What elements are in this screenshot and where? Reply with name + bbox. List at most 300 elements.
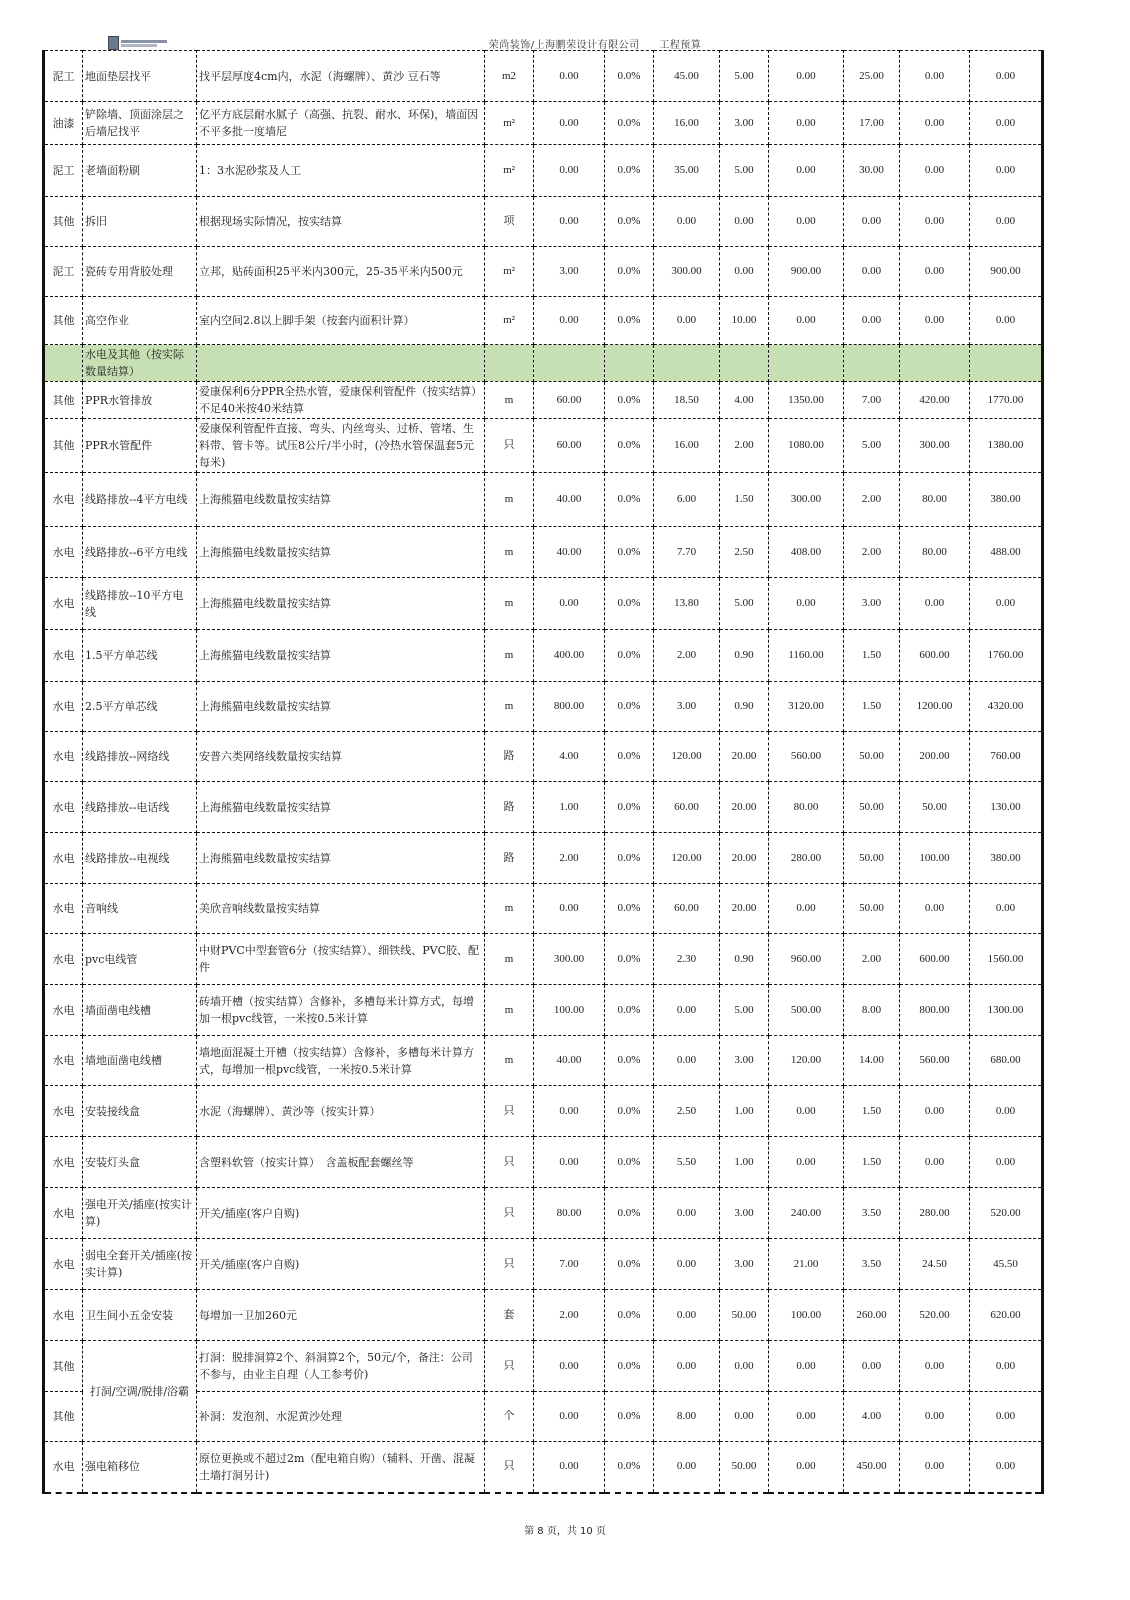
- labor-total-cell: 0.00: [900, 1341, 970, 1392]
- labor-price-cell: 3.50: [844, 1188, 900, 1239]
- material-price-cell: 7.70: [654, 527, 720, 578]
- labor-total-cell: 200.00: [900, 732, 970, 782]
- material-total-cell: 1160.00: [769, 630, 844, 682]
- labor-price-cell: [844, 345, 900, 382]
- loss-rate-cell: 0.0%: [605, 527, 654, 578]
- quantity-cell: 100.00: [534, 985, 605, 1036]
- material-price-cell: 120.00: [654, 833, 720, 884]
- quantity-cell: 4.00: [534, 732, 605, 782]
- item-name-cell: PPR水管配件: [83, 419, 197, 473]
- material-price-cell: 120.00: [654, 732, 720, 782]
- unit-cell: 套: [485, 1290, 534, 1341]
- total-cell: 1770.00: [970, 382, 1043, 419]
- quantity-cell: 7.00: [534, 1239, 605, 1290]
- material-total-cell: 3120.00: [769, 682, 844, 732]
- unit-cell: m²: [485, 247, 534, 297]
- material-total-cell: 900.00: [769, 247, 844, 297]
- table-row: [44, 682, 1043, 732]
- labor-price-cell: 1.50: [844, 1086, 900, 1137]
- description-cell: 亿平方底层耐水腻子（高强、抗裂、耐水、环保)，墙面因不平多批一度墙尼: [197, 102, 485, 145]
- table-row: [44, 1086, 1043, 1137]
- material-price-cell: 0.00: [654, 1341, 720, 1392]
- material-price-cell: 2.00: [654, 630, 720, 682]
- loss-rate-cell: 0.0%: [605, 197, 654, 247]
- unit-cell: m: [485, 473, 534, 527]
- quantity-cell: 0.00: [534, 297, 605, 345]
- category-cell: 水电: [44, 1239, 83, 1290]
- unit-cell: m²: [485, 145, 534, 197]
- material-total-cell: 0.00: [769, 1086, 844, 1137]
- labor-price-cell: 4.00: [844, 1392, 900, 1442]
- quantity-cell: 800.00: [534, 682, 605, 732]
- unit-cell: 只: [485, 1239, 534, 1290]
- material-total-cell: 960.00: [769, 934, 844, 985]
- total-cell: 1760.00: [970, 630, 1043, 682]
- material-price-cell: 300.00: [654, 247, 720, 297]
- item-name-cell: 线路排放--10平方电线: [83, 578, 197, 630]
- category-cell: 水电: [44, 1188, 83, 1239]
- loss-rate-cell: 0.0%: [605, 985, 654, 1036]
- quantity-cell: 400.00: [534, 630, 605, 682]
- material-price-cell: 2.50: [654, 1086, 720, 1137]
- quantity-cell: 0.00: [534, 578, 605, 630]
- auxiliary-price-cell: 5.00: [720, 145, 769, 197]
- material-total-cell: 1350.00: [769, 382, 844, 419]
- table-row: [44, 382, 1043, 419]
- description-cell: 上海熊猫电线数量按实结算: [197, 682, 485, 732]
- material-price-cell: 18.50: [654, 382, 720, 419]
- material-price-cell: 0.00: [654, 1188, 720, 1239]
- description-cell: 根据现场实际情况，按实结算: [197, 197, 485, 247]
- material-total-cell: 0.00: [769, 1392, 844, 1442]
- quantity-cell: 0.00: [534, 1341, 605, 1392]
- labor-price-cell: 14.00: [844, 1036, 900, 1086]
- material-total-cell: 280.00: [769, 833, 844, 884]
- material-price-cell: 0.00: [654, 1290, 720, 1341]
- material-total-cell: 560.00: [769, 732, 844, 782]
- item-name-cell: 打洞/空调/脱排/浴霸: [83, 1341, 197, 1442]
- material-total-cell: 0.00: [769, 884, 844, 934]
- total-cell: 380.00: [970, 473, 1043, 527]
- table-row: [44, 782, 1043, 833]
- category-cell: 水电: [44, 934, 83, 985]
- labor-price-cell: 50.00: [844, 833, 900, 884]
- material-total-cell: 500.00: [769, 985, 844, 1036]
- unit-cell: m2: [485, 51, 534, 102]
- total-cell: 0.00: [970, 51, 1043, 102]
- material-total-cell: 0.00: [769, 145, 844, 197]
- total-cell: 1560.00: [970, 934, 1043, 985]
- quantity-cell: 0.00: [534, 197, 605, 247]
- loss-rate-cell: 0.0%: [605, 884, 654, 934]
- material-price-cell: 5.50: [654, 1137, 720, 1188]
- description-cell: 上海熊猫电线数量按实结算: [197, 527, 485, 578]
- unit-cell: m: [485, 382, 534, 419]
- labor-price-cell: 30.00: [844, 145, 900, 197]
- auxiliary-price-cell: 0.00: [720, 247, 769, 297]
- material-total-cell: 0.00: [769, 1442, 844, 1493]
- description-cell: 爱康保利6分PPR全热水管，爱康保利管配件（按实结算）不足40米按40米结算: [197, 382, 485, 419]
- item-name-cell: 安装灯头盒: [83, 1137, 197, 1188]
- description-cell: 找平层厚度4cm内，水泥（海螺牌）、黄沙 豆石等: [197, 51, 485, 102]
- category-cell: 水电: [44, 1137, 83, 1188]
- quantity-cell: 0.00: [534, 1086, 605, 1137]
- auxiliary-price-cell: 20.00: [720, 884, 769, 934]
- auxiliary-price-cell: 0.90: [720, 682, 769, 732]
- description-cell: 开关/插座(客户自购): [197, 1188, 485, 1239]
- total-cell: 45.50: [970, 1239, 1043, 1290]
- table-row: [44, 1137, 1043, 1188]
- material-total-cell: 0.00: [769, 102, 844, 145]
- description-cell: 含塑料软管（按实计算） 含盖板配套螺丝等: [197, 1137, 485, 1188]
- labor-total-cell: 0.00: [900, 297, 970, 345]
- quantity-cell: 2.00: [534, 833, 605, 884]
- labor-total-cell: 0.00: [900, 884, 970, 934]
- table-row: [44, 473, 1043, 527]
- labor-total-cell: 0.00: [900, 1137, 970, 1188]
- auxiliary-price-cell: 1.00: [720, 1086, 769, 1137]
- total-cell: 620.00: [970, 1290, 1043, 1341]
- unit-cell: 项: [485, 197, 534, 247]
- labor-total-cell: 0.00: [900, 197, 970, 247]
- auxiliary-price-cell: 2.00: [720, 419, 769, 473]
- labor-total-cell: 560.00: [900, 1036, 970, 1086]
- material-total-cell: 0.00: [769, 1341, 844, 1392]
- category-cell: 其他: [44, 197, 83, 247]
- item-name-cell: 2.5平方单芯线: [83, 682, 197, 732]
- description-cell: 室内空间2.8以上脚手架（按套内面积计算）: [197, 297, 485, 345]
- category-cell: 其他: [44, 419, 83, 473]
- total-cell: 0.00: [970, 1392, 1043, 1442]
- labor-total-cell: 600.00: [900, 630, 970, 682]
- table-row: [44, 419, 1043, 473]
- description-cell: [197, 345, 485, 382]
- material-price-cell: 60.00: [654, 782, 720, 833]
- loss-rate-cell: 0.0%: [605, 578, 654, 630]
- table-row: [44, 527, 1043, 578]
- quantity-cell: 0.00: [534, 1137, 605, 1188]
- total-cell: 900.00: [970, 247, 1043, 297]
- category-cell: 水电: [44, 732, 83, 782]
- description-cell: 砖墙开槽（按实结算）含修补，多槽每米计算方式，每增加一根pvc线管，一米按0.5米计算: [197, 985, 485, 1036]
- labor-price-cell: 1.50: [844, 1137, 900, 1188]
- category-cell: 水电: [44, 985, 83, 1036]
- category-cell: 水电: [44, 473, 83, 527]
- item-name-cell: 强电开关/插座(按实计算): [83, 1188, 197, 1239]
- item-name-cell: 线路排放--4平方电线: [83, 473, 197, 527]
- item-name-cell: 墙面凿电线槽: [83, 985, 197, 1036]
- labor-price-cell: 450.00: [844, 1442, 900, 1493]
- category-cell: 泥工: [44, 145, 83, 197]
- description-cell: 安普六类网络线数量按实结算: [197, 732, 485, 782]
- labor-price-cell: 50.00: [844, 732, 900, 782]
- page-header: [0, 36, 1130, 51]
- category-cell: 水电: [44, 527, 83, 578]
- labor-total-cell: 100.00: [900, 833, 970, 884]
- description-cell: 上海熊猫电线数量按实结算: [197, 833, 485, 884]
- material-price-cell: 3.00: [654, 682, 720, 732]
- item-name-cell: 高空作业: [83, 297, 197, 345]
- description-cell: 上海熊猫电线数量按实结算: [197, 578, 485, 630]
- table-row: [44, 1036, 1043, 1086]
- total-cell: 0.00: [970, 145, 1043, 197]
- company-name: 荣尚装饰/上海鹏荣设计有限公司: [488, 40, 640, 51]
- labor-total-cell: 0.00: [900, 102, 970, 145]
- loss-rate-cell: 0.0%: [605, 1036, 654, 1086]
- auxiliary-price-cell: 1.50: [720, 473, 769, 527]
- labor-price-cell: 3.50: [844, 1239, 900, 1290]
- labor-price-cell: 0.00: [844, 297, 900, 345]
- loss-rate-cell: 0.0%: [605, 382, 654, 419]
- table-row: [44, 1341, 1043, 1392]
- description-cell: 打洞：脱排洞算2个、斜洞算2个，50元/个，备注：公司不参与，由业主自理（人工参考价): [197, 1341, 485, 1392]
- loss-rate-cell: 0.0%: [605, 102, 654, 145]
- labor-price-cell: 17.00: [844, 102, 900, 145]
- table-row: [44, 1188, 1043, 1239]
- unit-cell: m: [485, 630, 534, 682]
- table-row: [44, 934, 1043, 985]
- total-cell: 0.00: [970, 1137, 1043, 1188]
- labor-price-cell: 25.00: [844, 51, 900, 102]
- category-cell: 水电: [44, 1036, 83, 1086]
- loss-rate-cell: 0.0%: [605, 247, 654, 297]
- unit-cell: m: [485, 985, 534, 1036]
- total-cell: 0.00: [970, 578, 1043, 630]
- auxiliary-price-cell: 50.00: [720, 1290, 769, 1341]
- description-cell: 上海熊猫电线数量按实结算: [197, 782, 485, 833]
- labor-price-cell: 5.00: [844, 419, 900, 473]
- total-cell: 1380.00: [970, 419, 1043, 473]
- item-name-cell: 水电及其他（按实际数量结算）: [83, 345, 197, 382]
- category-cell: 其他: [44, 382, 83, 419]
- material-price-cell: 0.00: [654, 1239, 720, 1290]
- section-header-row: [44, 345, 1043, 382]
- unit-cell: 只: [485, 1442, 534, 1493]
- material-price-cell: 16.00: [654, 102, 720, 145]
- table-row: [44, 247, 1043, 297]
- quantity-cell: 40.00: [534, 473, 605, 527]
- category-cell: [44, 345, 83, 382]
- labor-price-cell: 7.00: [844, 382, 900, 419]
- loss-rate-cell: 0.0%: [605, 833, 654, 884]
- table-row: [44, 51, 1043, 102]
- unit-cell: 路: [485, 732, 534, 782]
- description-cell: 原位更换或不超过2m（配电箱自购）（辅料、开凿、混凝土墙打洞另计): [197, 1442, 485, 1493]
- material-total-cell: 0.00: [769, 297, 844, 345]
- category-cell: 水电: [44, 1442, 83, 1493]
- category-cell: 其他: [44, 1392, 83, 1442]
- labor-price-cell: 1.50: [844, 682, 900, 732]
- item-name-cell: 线路排放--电话线: [83, 782, 197, 833]
- material-price-cell: 2.30: [654, 934, 720, 985]
- material-total-cell: 120.00: [769, 1036, 844, 1086]
- description-cell: 中财PVC中型套管6分（按实结算）、细铁线、PVC胶、配件: [197, 934, 485, 985]
- loss-rate-cell: 0.0%: [605, 630, 654, 682]
- item-name-cell: 1.5平方单芯线: [83, 630, 197, 682]
- material-total-cell: [769, 345, 844, 382]
- quantity-cell: 80.00: [534, 1188, 605, 1239]
- labor-price-cell: 0.00: [844, 1341, 900, 1392]
- labor-total-cell: 520.00: [900, 1290, 970, 1341]
- total-cell: 0.00: [970, 1341, 1043, 1392]
- item-name-cell: 瓷砖专用背胶处理: [83, 247, 197, 297]
- table-row: [44, 197, 1043, 247]
- description-cell: 1：3水泥砂浆及人工: [197, 145, 485, 197]
- material-total-cell: 240.00: [769, 1188, 844, 1239]
- material-price-cell: 6.00: [654, 473, 720, 527]
- labor-total-cell: 420.00: [900, 382, 970, 419]
- loss-rate-cell: 0.0%: [605, 1239, 654, 1290]
- total-cell: 0.00: [970, 297, 1043, 345]
- quantity-cell: 40.00: [534, 527, 605, 578]
- auxiliary-price-cell: 20.00: [720, 833, 769, 884]
- quantity-cell: 0.00: [534, 51, 605, 102]
- description-cell: 墙地面混凝土开槽（按实结算）含修补，多槽每米计算方式，每增加一根pvc线管，一米按0.5米计算: [197, 1036, 485, 1086]
- total-cell: 0.00: [970, 197, 1043, 247]
- material-price-cell: 45.00: [654, 51, 720, 102]
- table-row: [44, 578, 1043, 630]
- loss-rate-cell: 0.0%: [605, 1341, 654, 1392]
- auxiliary-price-cell: 3.00: [720, 1239, 769, 1290]
- material-total-cell: 1080.00: [769, 419, 844, 473]
- unit-cell: 只: [485, 419, 534, 473]
- quantity-cell: 300.00: [534, 934, 605, 985]
- auxiliary-price-cell: 1.00: [720, 1137, 769, 1188]
- total-cell: 130.00: [970, 782, 1043, 833]
- auxiliary-price-cell: 2.50: [720, 527, 769, 578]
- item-name-cell: 老墙面粉刷: [83, 145, 197, 197]
- auxiliary-price-cell: 0.00: [720, 1341, 769, 1392]
- auxiliary-price-cell: 20.00: [720, 732, 769, 782]
- auxiliary-price-cell: 3.00: [720, 1036, 769, 1086]
- table-row: [44, 297, 1043, 345]
- total-cell: 520.00: [970, 1188, 1043, 1239]
- category-cell: 泥工: [44, 247, 83, 297]
- unit-cell: 只: [485, 1086, 534, 1137]
- table-row: [44, 1290, 1043, 1341]
- description-cell: 水泥（海螺牌）、黄沙等（按实计算）: [197, 1086, 485, 1137]
- quantity-cell: 0.00: [534, 884, 605, 934]
- material-price-cell: 0.00: [654, 1442, 720, 1493]
- table-row: [44, 884, 1043, 934]
- category-cell: 水电: [44, 682, 83, 732]
- total-cell: 0.00: [970, 1442, 1043, 1493]
- auxiliary-price-cell: 0.90: [720, 934, 769, 985]
- item-name-cell: 线路排放--网络线: [83, 732, 197, 782]
- item-name-cell: 强电箱移位: [83, 1442, 197, 1493]
- labor-total-cell: 0.00: [900, 1392, 970, 1442]
- description-cell: 立邦，贴砖面积25平米内300元，25-35平米内500元: [197, 247, 485, 297]
- table-row: [44, 1239, 1043, 1290]
- labor-total-cell: 0.00: [900, 1086, 970, 1137]
- category-cell: 水电: [44, 1290, 83, 1341]
- budget-table: [42, 50, 1044, 1494]
- unit-cell: m: [485, 578, 534, 630]
- budget-table-body: [44, 51, 1043, 1493]
- material-total-cell: 0.00: [769, 1137, 844, 1188]
- description-cell: 每增加一卫加260元: [197, 1290, 485, 1341]
- auxiliary-price-cell: [720, 345, 769, 382]
- category-cell: 水电: [44, 833, 83, 884]
- quantity-cell: 2.00: [534, 1290, 605, 1341]
- loss-rate-cell: 0.0%: [605, 1392, 654, 1442]
- loss-rate-cell: 0.0%: [605, 1442, 654, 1493]
- loss-rate-cell: 0.0%: [605, 1290, 654, 1341]
- category-cell: 水电: [44, 782, 83, 833]
- material-price-cell: 0.00: [654, 985, 720, 1036]
- total-cell: 0.00: [970, 1086, 1043, 1137]
- total-cell: 760.00: [970, 732, 1043, 782]
- labor-price-cell: 2.00: [844, 527, 900, 578]
- item-name-cell: 弱电全套开关/插座(按实计算): [83, 1239, 197, 1290]
- total-cell: 680.00: [970, 1036, 1043, 1086]
- category-cell: 其他: [44, 1341, 83, 1392]
- item-name-cell: 拆旧: [83, 197, 197, 247]
- total-cell: 1300.00: [970, 985, 1043, 1036]
- item-name-cell: 线路排放--6平方电线: [83, 527, 197, 578]
- unit-cell: 只: [485, 1341, 534, 1392]
- loss-rate-cell: [605, 345, 654, 382]
- labor-price-cell: 2.00: [844, 934, 900, 985]
- material-total-cell: 80.00: [769, 782, 844, 833]
- loss-rate-cell: 0.0%: [605, 297, 654, 345]
- category-cell: 水电: [44, 1086, 83, 1137]
- table-row: [44, 833, 1043, 884]
- material-price-cell: 0.00: [654, 1036, 720, 1086]
- auxiliary-price-cell: 20.00: [720, 782, 769, 833]
- loss-rate-cell: 0.0%: [605, 1188, 654, 1239]
- material-price-cell: 0.00: [654, 297, 720, 345]
- description-cell: 开关/插座(客户自购): [197, 1239, 485, 1290]
- loss-rate-cell: 0.0%: [605, 473, 654, 527]
- labor-total-cell: 1200.00: [900, 682, 970, 732]
- auxiliary-price-cell: 0.00: [720, 197, 769, 247]
- item-name-cell: 卫生间小五金安装: [83, 1290, 197, 1341]
- labor-price-cell: 260.00: [844, 1290, 900, 1341]
- unit-cell: 路: [485, 833, 534, 884]
- auxiliary-price-cell: 3.00: [720, 102, 769, 145]
- auxiliary-price-cell: 3.00: [720, 1188, 769, 1239]
- loss-rate-cell: 0.0%: [605, 782, 654, 833]
- total-cell: 488.00: [970, 527, 1043, 578]
- material-price-cell: 60.00: [654, 884, 720, 934]
- description-cell: 上海熊猫电线数量按实结算: [197, 473, 485, 527]
- labor-price-cell: 0.00: [844, 247, 900, 297]
- quantity-cell: 0.00: [534, 102, 605, 145]
- table-row: [44, 102, 1043, 145]
- labor-total-cell: [900, 345, 970, 382]
- item-name-cell: 安装接线盒: [83, 1086, 197, 1137]
- loss-rate-cell: 0.0%: [605, 1086, 654, 1137]
- item-name-cell: 地面垫层找平: [83, 51, 197, 102]
- loss-rate-cell: 0.0%: [605, 682, 654, 732]
- category-cell: 水电: [44, 630, 83, 682]
- loss-rate-cell: 0.0%: [605, 934, 654, 985]
- quantity-cell: [534, 345, 605, 382]
- loss-rate-cell: 0.0%: [605, 51, 654, 102]
- labor-total-cell: 80.00: [900, 473, 970, 527]
- labor-price-cell: 1.50: [844, 630, 900, 682]
- loss-rate-cell: 0.0%: [605, 732, 654, 782]
- description-cell: 上海熊猫电线数量按实结算: [197, 630, 485, 682]
- unit-cell: m: [485, 884, 534, 934]
- table-row: [44, 732, 1043, 782]
- labor-total-cell: 0.00: [900, 1442, 970, 1493]
- quantity-cell: 40.00: [534, 1036, 605, 1086]
- total-cell: 4320.00: [970, 682, 1043, 732]
- labor-price-cell: 2.00: [844, 473, 900, 527]
- total-cell: [970, 345, 1043, 382]
